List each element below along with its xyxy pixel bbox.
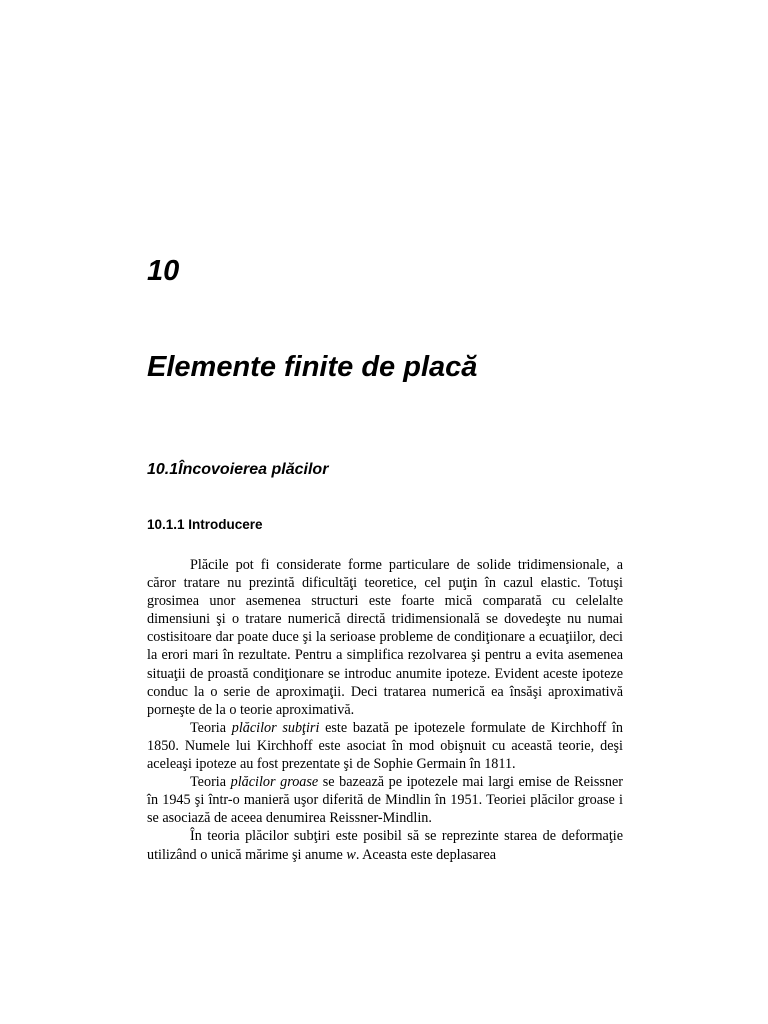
body-text [147, 556, 623, 864]
paragraph-deformation [147, 827, 623, 863]
emphasis-term: plăcilor groase [230, 774, 319, 791]
paragraph-text-before: În teoria plăcilor subţiri este posibil să se reprezinte starea de deformaţie utilizând o unică mărime şi anume [147, 828, 623, 863]
paragraph-intro [147, 556, 623, 719]
paragraph-thick-plates [147, 773, 623, 827]
paragraph-text-after: . Aceasta este deplasarea [355, 846, 497, 863]
subsection-title: 10.1.1 Introducere [147, 517, 263, 532]
paragraph-text-after: este bazată pe ipotezele formulate de Kirchhoff în 1850. Numele lui Kirchhoff este asociat în mod obişnuit cu această teorie, deşi aceleaşi ipoteze au fost prezentate şi de Sophie Germain în 1811. [147, 719, 623, 773]
paragraph-text: Plăcile pot fi considerate forme particulare de solide tridimensionale, a căror tratare nu prezintă dificultăţi teoretice, cel puţin în cazul elastic. Totuşi grosimea unor asemenea structuri este foarte mică comparată cu celelalte dimensiuni şi o tratare numerică directă tridimensională se dovedeşte nu numai costisitoare dar poate duce şi la serioase probleme de condiţionare a ecuaţiilor, deci la erori mari în rezultate. Pentru a simplifica rezolvarea şi pentru a evita asemenea situaţii de proastă condiţionare se introduc anumite ipoteze. Evident aceste ipoteze conduc la o serie de aproximaţii. Deci tratarea numerică ea însăşi aproximativă porneşte de la o teorie aproximativă. [147, 557, 623, 718]
chapter-title: Elemente finite de placă [147, 351, 478, 383]
paragraph-text-after: se bazează pe ipotezele mai largi emise de Reissner în 1945 şi într-o manieră uşor diferită de Mindlin în 1951. Teoriei plăcilor groase i se asociază de aceea denumirea Reissner-Mindlin. [147, 774, 623, 827]
emphasis-term: plăcilor subţiri [231, 719, 320, 736]
paragraph-text-before: Teoria [190, 719, 232, 736]
emphasis-term: w [346, 846, 356, 863]
paragraph-thin-plates [147, 719, 623, 773]
chapter-number: 10 [147, 255, 180, 287]
paragraph-text-before: Teoria [190, 774, 231, 791]
section-title: 10.1Încovoierea plăcilor [147, 461, 329, 478]
